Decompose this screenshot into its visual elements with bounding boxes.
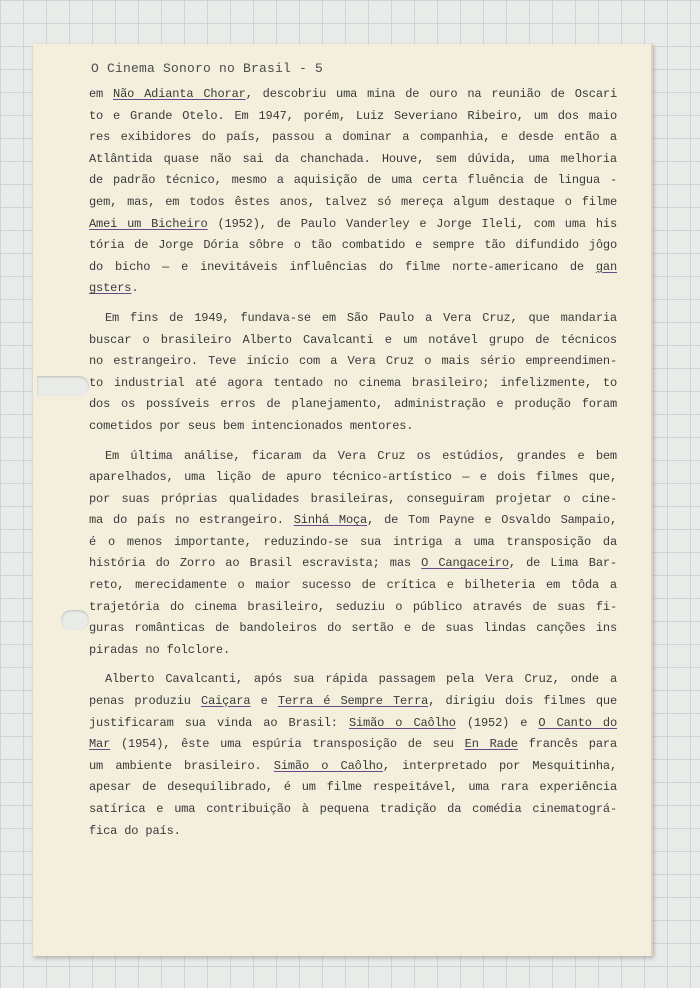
text-line: [89, 575, 617, 597]
text-line: [89, 278, 617, 300]
text-segment: e: [250, 694, 278, 709]
text-line: [89, 446, 617, 468]
document-body: [89, 84, 617, 842]
text-line: [89, 669, 617, 691]
text-segment: (1954), êste uma espúria transposição de seu: [110, 737, 465, 752]
underlined-title: Simão o Caôlho: [273, 758, 383, 773]
text-line: [89, 489, 617, 511]
text-segment: .: [131, 281, 139, 296]
text-line: [89, 214, 617, 236]
text-segment: de padrão técnico, mesmo a aquisição de uma certa fluência de lingua -: [89, 173, 617, 188]
text-segment: é o menos importante, reduzindo-se sua intriga a uma transposição da: [89, 534, 617, 549]
text-segment: piradas no folclore.: [89, 642, 231, 657]
text-segment: penas produziu: [89, 694, 202, 709]
underlined-title: Mar: [89, 737, 111, 752]
text-segment: guras românticas de bandoleiros do sertão e de suas lindas canções ins: [89, 621, 617, 636]
text-segment: ma do país no estrangeiro.: [89, 513, 294, 528]
text-segment: tória de Jorge Dória sôbre o tão combatido e sempre tão difundido jôgo: [89, 238, 617, 253]
text-line: [89, 777, 617, 799]
underlined-title: O Cangaceiro: [421, 556, 509, 571]
text-segment: no estrangeiro. Teve início com a Vera Cruz o mais sério empreendimen-: [89, 354, 617, 369]
underlined-title: En Rade: [464, 737, 518, 752]
text-line: [89, 618, 617, 640]
text-line: [89, 308, 617, 330]
underlined-title: Caiçara: [201, 694, 251, 709]
text-segment: reto, merecidamente o maior sucesso de crítica e bilheteria em tôda a: [89, 578, 617, 593]
text-segment: do bicho — e inevitáveis influências do filme norte-americano de: [89, 259, 596, 274]
text-segment: , interpretado por Mesquitinha,: [382, 758, 618, 773]
text-segment: , descobriu uma mina de ouro na reunião de Oscari: [245, 87, 617, 101]
text-segment: res exibidores do país, passou a dominar a companhia, e desde então a: [89, 130, 617, 145]
text-segment: Alberto Cavalcanti, após sua rápida passagem pela Vera Cruz, onde a: [105, 672, 617, 687]
text-segment: apesar de desequilibrado, é um filme respeitável, uma rara experiência: [89, 780, 617, 795]
text-line: [89, 373, 617, 395]
underlined-title: Amei um Bicheiro: [89, 216, 208, 231]
text-line: [89, 532, 617, 554]
text-segment: cometidos por seus bem intencionados mentores.: [89, 418, 414, 433]
underlined-title: Simão o Caôlho: [348, 715, 456, 730]
text-segment: fica do país.: [89, 823, 181, 838]
text-line: [89, 510, 617, 532]
text-segment: Em fins de 1949, fundava-se em São Paulo a Vera Cruz, que mandaria: [105, 310, 617, 325]
text-line: [89, 799, 617, 821]
text-line: [89, 170, 617, 192]
text-segment: Atlântida quase não sai da chanchada. Houve, sem dúvida, uma melhoria: [89, 151, 617, 166]
text-segment: dos os possíveis erros de planejamento, administração e produção foram: [89, 397, 617, 412]
text-segment: um ambiente brasileiro.: [89, 758, 274, 773]
text-line: [89, 235, 617, 257]
text-segment: to industrial até agora tentado no cinema brasileiro; infelizmente, to: [89, 375, 617, 390]
text-segment: aparelhados, uma lição de apuro técnico-artístico — e dois filmes que,: [89, 470, 617, 485]
text-line: [89, 691, 617, 713]
text-line: [89, 257, 617, 279]
underlined-title: gan: [595, 259, 617, 274]
text-segment: , de Tom Payne e Osvaldo Sampaio,: [367, 513, 617, 528]
page-header: O Cinema Sonoro no Brasil - 5: [91, 61, 324, 76]
typewritten-page: [33, 44, 653, 956]
punch-hole: [61, 610, 89, 630]
underlined-title: gsters: [89, 281, 132, 296]
text-segment: trajetória do cinema brasileiro, seduziu o público através de suas fi-: [89, 599, 617, 614]
text-segment: justificaram sua vinda ao Brasil:: [89, 715, 349, 730]
text-segment: satírica e uma contribuição à pequena tradição da comédia cinematográ-: [89, 802, 617, 816]
text-line: [89, 149, 617, 171]
text-segment: em: [89, 87, 114, 101]
text-line: [89, 416, 617, 438]
text-segment: história do Zorro ao Brasil escravista; mas: [89, 556, 422, 571]
underlined-title: Sinhá Moça: [293, 513, 368, 528]
text-segment: (1952), de Paulo Vanderley e Jorge Ileli, com uma his: [207, 216, 617, 231]
text-segment: buscar o brasileiro Alberto Cavalcanti e um notável grupo de técnicos: [89, 332, 617, 347]
underlined-title: O Canto do: [538, 715, 618, 730]
text-line: [89, 394, 617, 416]
underlined-title: Terra é Sempre Terra: [277, 694, 429, 709]
text-segment: francês para: [517, 737, 618, 752]
text-segment: to e Grande Otelo. Em 1947, porém, Luiz Severiano Ribeiro, um dos maio: [89, 108, 617, 123]
text-line: [89, 351, 617, 373]
punch-hole: [37, 376, 89, 396]
text-line: [89, 713, 617, 735]
underlined-title: Não Adianta Chorar: [113, 87, 246, 101]
text-segment: por suas próprias qualidades brasileiras, conseguiram projetar o cine-: [89, 491, 617, 506]
text-line: [89, 467, 617, 489]
text-line: [89, 553, 617, 575]
text-line: [89, 640, 617, 662]
text-segment: Em última análise, ficaram da Vera Cruz os estúdios, grandes e bem: [105, 448, 617, 463]
text-line: [89, 192, 617, 214]
text-line: [89, 597, 617, 619]
text-segment: (1952) e: [455, 715, 539, 730]
text-line: [89, 106, 617, 128]
text-segment: , dirigiu dois filmes que: [428, 694, 618, 709]
text-segment: , de Lima Bar-: [508, 556, 617, 571]
text-segment: gem, mas, em todos êstes anos, talvez só mereça algum destaque o filme: [89, 194, 617, 209]
text-line: [89, 821, 617, 843]
text-line: [89, 330, 617, 352]
text-line: [89, 734, 617, 756]
text-line: [89, 127, 617, 149]
text-line: [89, 84, 617, 106]
text-line: [89, 756, 617, 778]
